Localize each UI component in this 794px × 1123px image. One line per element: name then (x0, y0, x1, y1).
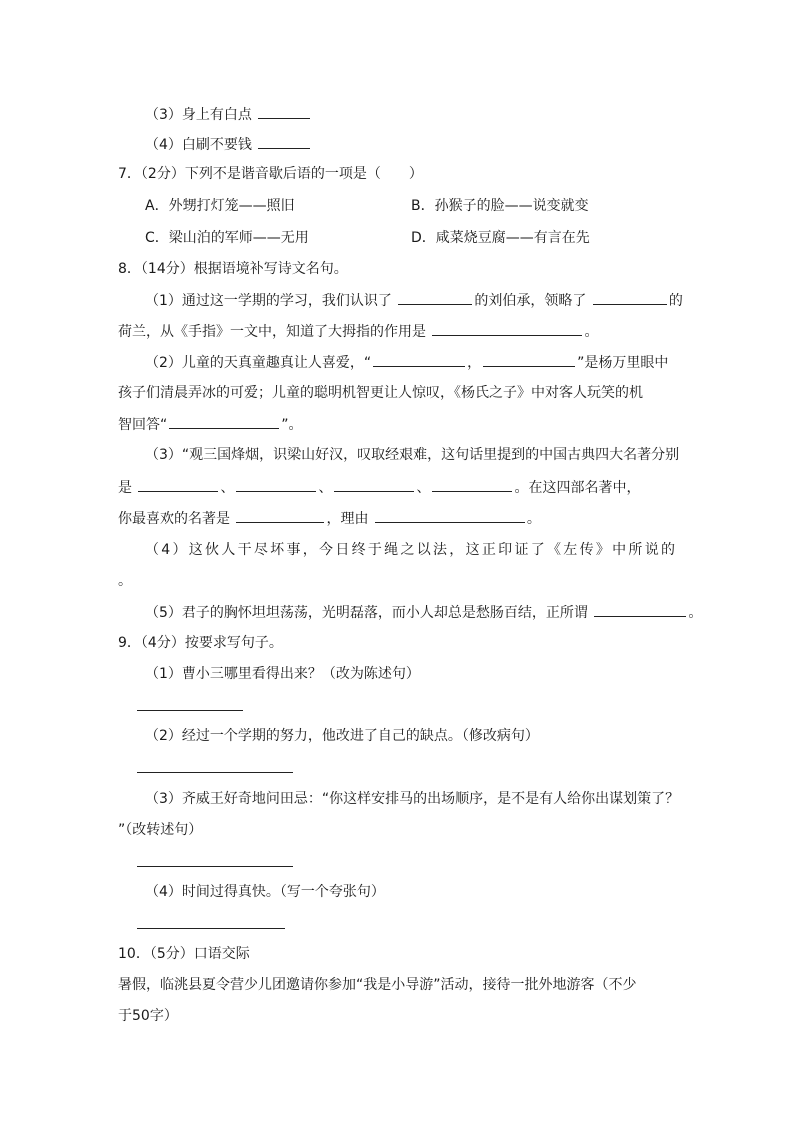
q10-body-line-2: 于50字） (118, 1008, 178, 1024)
q7-option-d[interactable]: D．咸菜烧豆腐——有言在先 (411, 230, 590, 246)
answer-blank[interactable] (432, 321, 582, 336)
answer-line[interactable] (137, 710, 243, 711)
answer-blank[interactable] (594, 602, 686, 617)
answer-blank[interactable] (373, 352, 465, 367)
q7-option-a[interactable]: A．外甥打灯笼——照旧 (145, 198, 295, 214)
answer-line[interactable] (137, 928, 285, 929)
q9-sentence-3-line-1: （3）齐威王好奇地问田忌：“你这样安排马的出场顺序，是不是有人给你出谋划策了？ (145, 791, 680, 807)
answer-blank[interactable] (375, 508, 525, 523)
answer-blank[interactable] (432, 477, 512, 492)
answer-line[interactable] (137, 866, 293, 867)
q10-body-line-1: 暑假，临洮县夏令营少儿团邀请你参加“我是小导游”活动，接待一批外地游客（不少 (118, 977, 637, 993)
q8-part-2-line-1: （2）儿童的天真童趣真让人喜爱，“ ， ”是杨万里眼中 (145, 352, 668, 373)
q9-stem: 9．（4分）按要求写句子。 (118, 635, 283, 651)
answer-blank[interactable] (236, 508, 324, 523)
q7-option-b[interactable]: B．孙猴子的脸——说变就变 (411, 198, 589, 214)
q7-option-c[interactable]: C．梁山泊的军师——无用 (145, 230, 309, 246)
answer-blank[interactable] (138, 477, 218, 492)
answer-blank[interactable] (334, 477, 414, 492)
q10-stem: 10．（5分）口语交际 (118, 946, 250, 962)
q8-part-4-line-1: （4）这伙人干尽坏事，今日终于绳之以法，这正印证了《左传》中所说的 (145, 542, 675, 558)
answer-line[interactable] (137, 772, 293, 773)
q8-part-4-line-2: 。 (118, 573, 132, 589)
answer-blank[interactable] (398, 290, 472, 305)
q8-part-1-line-2: 荷兰，从《手指》一文中，知道了大拇指的作用是 。 (118, 321, 598, 342)
q7-stem: 7．（2分）下列不是谐音歇后语的一项是（ ） (118, 166, 423, 182)
q9-sentence-2: （2）经过一个学期的努力，他改进了自己的缺点。（修改病句） (145, 728, 539, 744)
q9-sentence-3-line-2: ”（改转述句） (118, 822, 203, 838)
answer-blank[interactable] (483, 352, 575, 367)
answer-blank[interactable] (258, 104, 310, 119)
q6-item-4: （4）白刷不要钱 (145, 134, 312, 155)
answer-blank[interactable] (236, 477, 316, 492)
q8-part-1-line-1: （1）通过这一学期的学习，我们认识了 的刘伯承，领略了 的 (145, 290, 683, 311)
q8-part-3-line-3: 你最喜欢的名著是 ，理由 。 (118, 508, 541, 529)
answer-blank[interactable] (169, 414, 279, 429)
q8-part-2-line-2: 孩子们清晨弄冰的可爱；儿童的聪明机智更让人惊叹，《杨氏之子》中对客人玩笑的机 (118, 385, 643, 401)
q6-item-3: （3）身上有白点 (145, 104, 312, 125)
answer-blank[interactable] (258, 134, 310, 149)
q8-stem: 8．（14分）根据语境补写诗文名句。 (118, 261, 348, 277)
q8-part-5: （5）君子的胸怀坦坦荡荡，光明磊落，而小人却总是愁肠百结，正所谓 。 (145, 602, 702, 623)
q8-part-2-line-3: 智回答“ ”。 (118, 414, 303, 435)
q9-sentence-4: （4）时间过得真快。（写一个夸张句） (145, 884, 385, 900)
answer-blank[interactable] (593, 290, 667, 305)
q9-sentence-1: （1）曹小三哪里看得出来？（改为陈述句） (145, 666, 420, 682)
q8-part-3-line-1: （3）“观三国烽烟，识梁山好汉，叹取经艰难，这句话里提到的中国古典四大名著分别 (145, 447, 680, 463)
q8-part-3-line-2: 是 、 、 、 。在这四部名著中， (118, 477, 640, 498)
